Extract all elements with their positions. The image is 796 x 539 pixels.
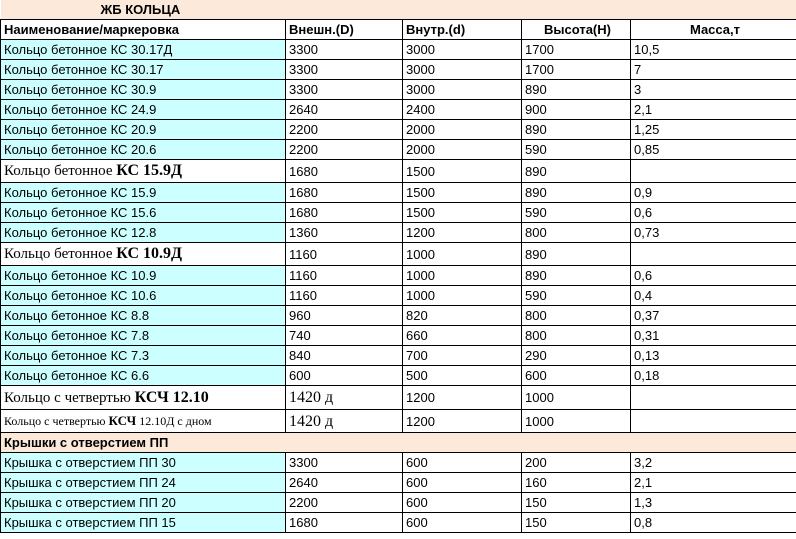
name-code: КС 15.9Д bbox=[116, 162, 183, 179]
table-row bbox=[1, 100, 796, 120]
name-suffix: 12.10Д с дном bbox=[136, 414, 212, 428]
cell-inner: 660 bbox=[403, 326, 522, 346]
cell-inner: 500 bbox=[403, 366, 522, 386]
cell-mass bbox=[631, 160, 796, 183]
table-row bbox=[1, 346, 796, 366]
table-row bbox=[1, 140, 796, 160]
table-row bbox=[1, 326, 796, 346]
table-row bbox=[1, 266, 796, 286]
table-title: ЖБ КОЛЬЦА bbox=[1, 0, 403, 20]
cell-mass: 0,6 bbox=[631, 203, 796, 223]
table-row bbox=[1, 306, 796, 326]
section-row bbox=[1, 433, 796, 453]
cell-name bbox=[1, 243, 286, 266]
cell-outer: 3300 bbox=[286, 40, 403, 60]
cell-outer: 1680 bbox=[286, 183, 403, 203]
cell-height: 200 bbox=[522, 453, 631, 473]
name-prefix: Кольцо бетонное bbox=[4, 163, 117, 179]
cell-inner: 820 bbox=[403, 306, 522, 326]
cell-mass bbox=[631, 243, 796, 266]
name-code: КСЧ bbox=[108, 413, 137, 428]
cell-height: 800 bbox=[522, 306, 631, 326]
cell-height: 890 bbox=[522, 80, 631, 100]
cell-outer: 2200 bbox=[286, 140, 403, 160]
cell-name: Кольцо бетонное КС 30.17 bbox=[1, 60, 286, 80]
cell-outer: 1160 bbox=[286, 286, 403, 306]
cell-outer: 740 bbox=[286, 326, 403, 346]
table-row bbox=[1, 223, 796, 243]
cell-name: Кольцо бетонное КС 30.17Д bbox=[1, 40, 286, 60]
cell-name: Кольцо бетонное КС 15.6 bbox=[1, 203, 286, 223]
cell-height: 590 bbox=[522, 203, 631, 223]
header-height: Высота(H) bbox=[522, 20, 631, 40]
cell-height: 890 bbox=[522, 160, 631, 183]
cell-outer: 2200 bbox=[286, 493, 403, 513]
cell-inner: 1200 bbox=[403, 386, 522, 410]
cell-mass: 0,18 bbox=[631, 366, 796, 386]
cell-mass: 0,6 bbox=[631, 266, 796, 286]
cell-height: 890 bbox=[522, 243, 631, 266]
cell-inner: 1000 bbox=[403, 266, 522, 286]
header-outer: Внешн.(D) bbox=[286, 20, 403, 40]
table-row bbox=[1, 160, 796, 183]
cell-outer: 2640 bbox=[286, 473, 403, 493]
cell-outer: 840 bbox=[286, 346, 403, 366]
cell-name: Кольцо бетонное КС 30.9 bbox=[1, 80, 286, 100]
table-row bbox=[1, 513, 796, 533]
cell-height: 890 bbox=[522, 183, 631, 203]
table-row bbox=[1, 120, 796, 140]
cell-height: 290 bbox=[522, 346, 631, 366]
table-row bbox=[1, 243, 796, 266]
cell-mass: 3 bbox=[631, 80, 796, 100]
table-row bbox=[1, 60, 796, 80]
cell-inner: 1000 bbox=[403, 243, 522, 266]
cell-outer: 1420 д bbox=[286, 410, 403, 433]
cell-name: Кольцо бетонное КС 7.3 bbox=[1, 346, 286, 366]
name-prefix: Кольцо бетонное bbox=[4, 246, 117, 262]
name-code: КСЧ 12.10 bbox=[134, 388, 209, 406]
cell-outer: 1680 bbox=[286, 160, 403, 183]
cell-inner: 2000 bbox=[403, 140, 522, 160]
cell-name: Кольцо бетонное КС 6.6 bbox=[1, 366, 286, 386]
cell-name: Кольцо бетонное КС 24.9 bbox=[1, 100, 286, 120]
cell-height: 1000 bbox=[522, 410, 631, 433]
cell-inner: 700 bbox=[403, 346, 522, 366]
cell-inner: 3000 bbox=[403, 40, 522, 60]
cell-outer: 1420 д bbox=[286, 386, 403, 410]
cell-mass: 7 bbox=[631, 60, 796, 80]
cell-height: 800 bbox=[522, 223, 631, 243]
cell-inner: 1200 bbox=[403, 223, 522, 243]
cell-name bbox=[1, 386, 286, 410]
cell-inner: 1500 bbox=[403, 203, 522, 223]
title-filler bbox=[403, 0, 796, 20]
cell-height: 800 bbox=[522, 326, 631, 346]
cell-outer: 1360 bbox=[286, 223, 403, 243]
header-inner: Внутр.(d) bbox=[403, 20, 522, 40]
header-row bbox=[1, 20, 796, 40]
cell-name: Кольцо бетонное КС 15.9 bbox=[1, 183, 286, 203]
name-prefix: Кольцо с четвертью bbox=[4, 389, 135, 406]
cell-name: Кольцо бетонное КС 10.9 bbox=[1, 266, 286, 286]
cell-mass: 0,85 bbox=[631, 140, 796, 160]
cell-name: Крышка с отверстием ПП 15 bbox=[1, 513, 286, 533]
cell-mass: 0,4 bbox=[631, 286, 796, 306]
cell-outer: 3300 bbox=[286, 80, 403, 100]
table-row bbox=[1, 410, 796, 433]
cell-height: 600 bbox=[522, 366, 631, 386]
cell-name: Крышка с отверстием ПП 30 bbox=[1, 453, 286, 473]
table-row bbox=[1, 80, 796, 100]
cell-mass bbox=[631, 410, 796, 433]
cell-name: Кольцо бетонное КС 8.8 bbox=[1, 306, 286, 326]
title-row bbox=[1, 0, 796, 20]
table-row bbox=[1, 286, 796, 306]
cell-inner: 2000 bbox=[403, 120, 522, 140]
cell-name: Кольцо бетонное КС 7.8 bbox=[1, 326, 286, 346]
table-row bbox=[1, 453, 796, 473]
cell-height: 160 bbox=[522, 473, 631, 493]
cell-inner: 600 bbox=[403, 513, 522, 533]
cell-mass: 0,73 bbox=[631, 223, 796, 243]
cell-inner: 600 bbox=[403, 453, 522, 473]
table-row bbox=[1, 40, 796, 60]
cell-inner: 1500 bbox=[403, 183, 522, 203]
cell-name: Кольцо бетонное КС 10.6 bbox=[1, 286, 286, 306]
table-row bbox=[1, 473, 796, 493]
name-prefix: Кольцо с четвертью bbox=[4, 414, 109, 428]
cell-height: 1000 bbox=[522, 386, 631, 410]
cell-inner: 600 bbox=[403, 473, 522, 493]
table-row bbox=[1, 366, 796, 386]
cell-inner: 1000 bbox=[403, 286, 522, 306]
cell-outer: 600 bbox=[286, 366, 403, 386]
cell-outer: 2640 bbox=[286, 100, 403, 120]
cell-outer: 1680 bbox=[286, 513, 403, 533]
cell-mass: 1,25 bbox=[631, 120, 796, 140]
cell-name: Крышка с отверстием ПП 20 bbox=[1, 493, 286, 513]
cell-outer: 960 bbox=[286, 306, 403, 326]
cell-outer: 3300 bbox=[286, 453, 403, 473]
table-row bbox=[1, 386, 796, 410]
header-name: Наименование/маркеровка bbox=[1, 20, 286, 40]
cell-inner: 1500 bbox=[403, 160, 522, 183]
cell-inner: 3000 bbox=[403, 60, 522, 80]
cell-mass: 0,9 bbox=[631, 183, 796, 203]
cell-inner: 2400 bbox=[403, 100, 522, 120]
cell-height: 1700 bbox=[522, 40, 631, 60]
cell-mass: 0,13 bbox=[631, 346, 796, 366]
table-row bbox=[1, 183, 796, 203]
table-row bbox=[1, 493, 796, 513]
cell-mass: 10,5 bbox=[631, 40, 796, 60]
cell-height: 590 bbox=[522, 286, 631, 306]
cell-height: 150 bbox=[522, 493, 631, 513]
table-row bbox=[1, 203, 796, 223]
header-mass: Масса,т bbox=[631, 20, 796, 40]
cell-height: 890 bbox=[522, 266, 631, 286]
cell-mass: 0,37 bbox=[631, 306, 796, 326]
cell-mass bbox=[631, 386, 796, 410]
cell-outer: 1160 bbox=[286, 243, 403, 266]
cell-name: Кольцо бетонное КС 20.6 bbox=[1, 140, 286, 160]
cell-outer: 3300 bbox=[286, 60, 403, 80]
cell-height: 1700 bbox=[522, 60, 631, 80]
name-code: КС 10.9Д bbox=[116, 245, 183, 262]
cell-height: 590 bbox=[522, 140, 631, 160]
cell-height: 150 bbox=[522, 513, 631, 533]
cell-inner: 1200 bbox=[403, 410, 522, 433]
cell-outer: 2200 bbox=[286, 120, 403, 140]
cell-outer: 1680 bbox=[286, 203, 403, 223]
cell-name: Кольцо бетонное КС 20.9 bbox=[1, 120, 286, 140]
cell-mass: 2,1 bbox=[631, 100, 796, 120]
cell-name bbox=[1, 410, 286, 433]
cell-name: Кольцо бетонное КС 12.8 bbox=[1, 223, 286, 243]
cell-mass: 0,8 bbox=[631, 513, 796, 533]
cell-height: 890 bbox=[522, 120, 631, 140]
cell-mass: 0,31 bbox=[631, 326, 796, 346]
cell-mass: 1,3 bbox=[631, 493, 796, 513]
cell-mass: 3,2 bbox=[631, 453, 796, 473]
cell-inner: 600 bbox=[403, 493, 522, 513]
cell-name: Крышка с отверстием ПП 24 bbox=[1, 473, 286, 493]
cell-mass: 2,1 bbox=[631, 473, 796, 493]
cell-height: 900 bbox=[522, 100, 631, 120]
cell-inner: 3000 bbox=[403, 80, 522, 100]
cell-outer: 1160 bbox=[286, 266, 403, 286]
cell-name bbox=[1, 160, 286, 183]
section-title: Крышки с отверстием ПП bbox=[1, 433, 796, 453]
